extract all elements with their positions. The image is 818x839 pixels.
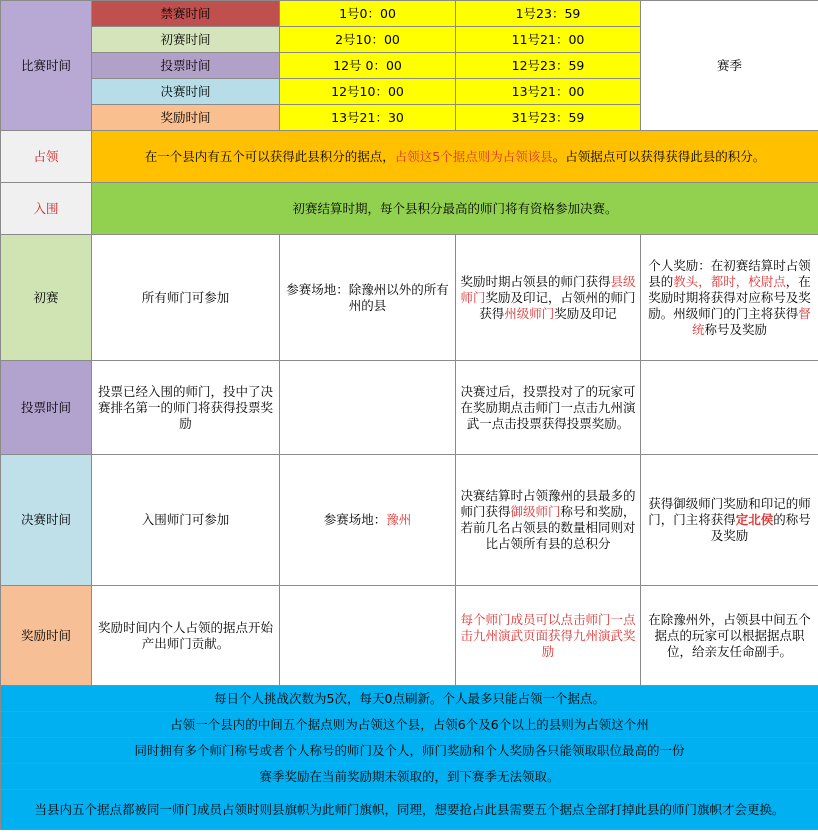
note-text: 每日个人挑战次数为5次，每天0点刷新。个人最多只能占领一个据点。 bbox=[1, 686, 818, 712]
prelim-row bbox=[1, 235, 818, 361]
prelim-reward bbox=[456, 235, 641, 361]
schedule-name: 奖励时间 bbox=[92, 105, 280, 131]
prelim-label: 初赛 bbox=[1, 235, 92, 361]
note-text: 当县内五个据点都被同一师门成员占领时则县旗帜为此师门旗帜，同理，想要抢占此县需要五个据点全部打掉此县的师门旗帜才会更换。 bbox=[1, 790, 818, 830]
reward-empty bbox=[280, 586, 456, 686]
occupy-row bbox=[1, 131, 818, 183]
final-personal-a: 获得御级师门奖励和印记的师门，门主将获得 bbox=[648, 496, 811, 527]
schedule-start: 12号 0：00 bbox=[280, 53, 456, 79]
note-text: 同时拥有多个师门称号或者个人称号的师门及个人，师门奖励和个人奖励各只能领取职位最高的一份 bbox=[1, 738, 818, 764]
note-row bbox=[1, 712, 818, 738]
qualify-label: 入围 bbox=[1, 183, 92, 235]
reward-contribution: 奖励时间内个人占领的据点开始产出师门贡献。 bbox=[92, 586, 280, 686]
prelim-personal-a: 个人奖励：在初赛结算时占领县的 bbox=[648, 257, 811, 289]
prelim-reward-c: 奖励及印记 bbox=[554, 305, 617, 321]
schedule-end: 1号23：59 bbox=[456, 1, 641, 27]
vote-rule: 投票已经入围的师门，投中了决赛排名第一的师门将获得投票奖励 bbox=[92, 361, 280, 455]
state-guild-text: 州级师门 bbox=[504, 305, 555, 321]
season-label: 赛季 bbox=[641, 1, 818, 131]
qualify-row bbox=[1, 183, 818, 235]
note-row bbox=[1, 764, 818, 790]
note-text: 占领一个县内的中间五个据点则为占领这个县，占领6个及6个以上的县则为占领这个州 bbox=[1, 712, 818, 738]
reward-row bbox=[1, 586, 818, 686]
schedule-end: 12号23：59 bbox=[456, 53, 641, 79]
schedule-label: 比赛时间 bbox=[1, 1, 92, 131]
occupy-text-b: 。占领据点可以获得获得此县的积分。 bbox=[552, 148, 766, 164]
dutong-title-text: 督统 bbox=[691, 305, 811, 337]
occupy-text-red: 占领这5个据点则为占领该县 bbox=[394, 148, 553, 164]
final-reward-b: 称号和奖励，若前几名占领县的数量相同则对比占领所有县的总积分 bbox=[460, 504, 636, 551]
occupy-label: 占领 bbox=[1, 131, 92, 183]
schedule-end: 31号23：59 bbox=[456, 105, 641, 131]
final-personal bbox=[641, 455, 818, 586]
dingbeihou-title-text: 定北侯 bbox=[735, 512, 774, 527]
vote-empty bbox=[280, 361, 456, 455]
schedule-start: 13号21：30 bbox=[280, 105, 456, 131]
rank-titles-text: 教头，都时，校尉点 bbox=[673, 273, 786, 289]
vote-row bbox=[1, 361, 818, 455]
prelim-reward-b: 奖励及印记，占领州的师门获得 bbox=[479, 289, 636, 321]
qualify-text: 初赛结算时期，每个县积分最高的师门将有资格参加决赛。 bbox=[92, 183, 818, 235]
vote-label: 投票时间 bbox=[1, 361, 92, 455]
imperial-guild-text: 御级师门 bbox=[510, 504, 561, 519]
occupy-text bbox=[92, 131, 818, 183]
final-reward-a: 决赛结算时占领豫州的县最多的师门获得 bbox=[460, 488, 636, 519]
schedule-row bbox=[1, 1, 818, 27]
final-eligibility: 入围师门可参加 bbox=[92, 455, 280, 586]
final-label: 决赛时间 bbox=[1, 455, 92, 586]
note-row bbox=[1, 738, 818, 764]
prelim-reward-a: 奖励时期占领县的师门获得 bbox=[460, 273, 611, 289]
prelim-venue: 参赛场地：除豫州以外的所有州的县 bbox=[280, 235, 456, 361]
prelim-personal-b: ，在奖励时期将获得对应称号及奖励。州级师门的门主将获得 bbox=[648, 273, 811, 321]
schedule-name: 投票时间 bbox=[92, 53, 280, 79]
vote-reward: 决赛过后，投票投对了的玩家可在奖励期点击师门一点击九州演武一点击投票获得投票奖励。 bbox=[456, 361, 641, 455]
final-reward bbox=[456, 455, 641, 586]
schedule-end: 11号21：00 bbox=[456, 27, 641, 53]
final-venue-red: 豫州 bbox=[386, 512, 412, 527]
final-personal-b: 的称号及奖励 bbox=[710, 512, 811, 543]
schedule-name: 禁赛时间 bbox=[92, 1, 280, 27]
schedule-start: 2号10：00 bbox=[280, 27, 456, 53]
prelim-personal bbox=[641, 235, 818, 361]
occupy-text-a: 在一个县内有五个可以获得此县积分的据点， bbox=[144, 148, 395, 164]
schedule-start: 12号10：00 bbox=[280, 79, 456, 105]
vote-empty-2 bbox=[641, 361, 818, 455]
prelim-personal-c: 称号及奖励 bbox=[704, 321, 768, 337]
schedule-name: 初赛时间 bbox=[92, 27, 280, 53]
note-row bbox=[1, 686, 818, 712]
note-row bbox=[1, 790, 818, 830]
schedule-end: 13号21：00 bbox=[456, 79, 641, 105]
county-guild-text: 县级师门 bbox=[460, 273, 636, 305]
note-text: 赛季奖励在当前奖励期未领取的，到下赛季无法领取。 bbox=[1, 764, 818, 790]
schedule-name: 决赛时间 bbox=[92, 79, 280, 105]
reward-label: 奖励时间 bbox=[1, 586, 92, 686]
final-row bbox=[1, 455, 818, 586]
final-venue bbox=[280, 455, 456, 586]
prelim-eligibility: 所有师门可参加 bbox=[92, 235, 280, 361]
final-venue-a: 参赛场地： bbox=[323, 512, 387, 527]
reward-guild: 每个师门成员可以点击师门一点击九州演武页面获得九州演武奖励 bbox=[456, 586, 641, 686]
schedule-start: 1号0：00 bbox=[280, 1, 456, 27]
reward-deputy: 在除豫州外，占领县中间五个据点的玩家可以根据据点职位，给亲友任命副手。 bbox=[641, 586, 818, 686]
